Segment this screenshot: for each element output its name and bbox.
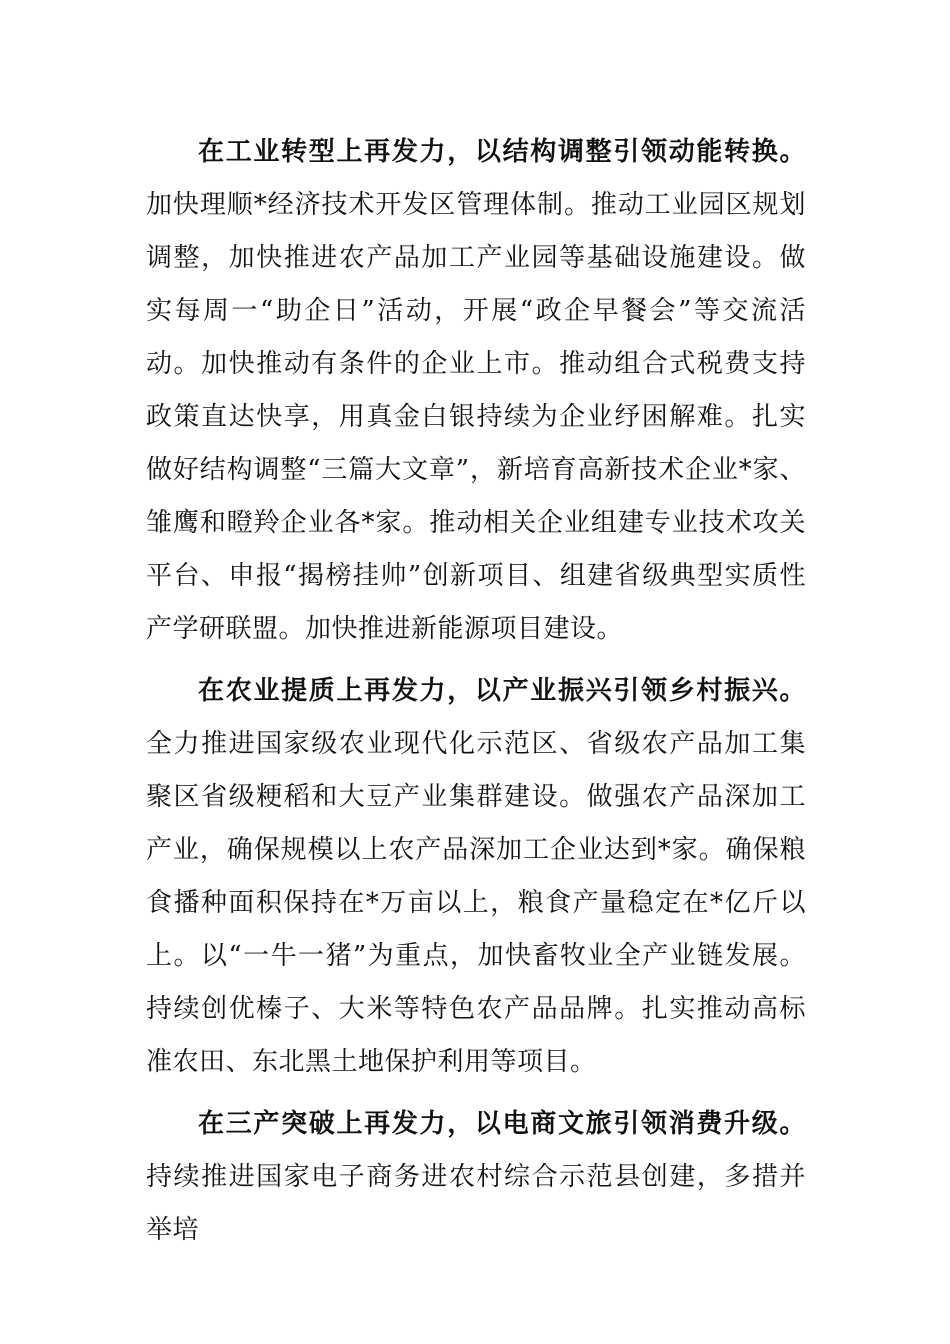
paragraph-text-industry: 加快理顺*经济技术开发区管理体制。推动工业园区规划调整，加快推进农产品加工产业园等基础设施建设。做实每周一“助企日”活动，开展“政企早餐会”等交流活动。加快推动有条件的企业上市。推动组合式税费支持政策直达快享，用真金白银持续为企业纾困解难。扎实做好结构调整“三篇大文章”，新培育高新技术企业*家、雏鹰和瞪羚企业各*家。推动相关企业组建专业技术攻关平台、申报“揭榜挂帅”创新项目、组建省级典型实质性产学研联盟。加快推进新能源项目建设。 <box>146 190 806 644</box>
paragraph-industry <box>146 126 806 656</box>
document-body <box>146 126 806 1257</box>
paragraph-text-tertiary: 持续推进国家电子商务进农村综合示范县创建，多措并举培 <box>146 1162 806 1245</box>
paragraph-text-agriculture: 全力推进国家级农业现代化示范区、省级农产品加工集聚区省级粳稻和大豆产业集群建设。做强农产品深加工产业，确保规模以上农产品深加工企业达到*家。确保粮食播种面积保持在*万亩以上，粮食产量稳定在*亿斤以上。以“一牛一猪”为重点，加快畜牧业全产业链发展。持续创优榛子、大米等特色农产品品牌。扎实推动高标准农田、东北黑土地保护利用等项目。 <box>146 729 806 1077</box>
paragraph-tertiary <box>146 1098 806 1257</box>
paragraph-heading-agriculture: 在农业提质上再发力，以产业振兴引领乡村振兴。 <box>198 676 806 706</box>
paragraph-heading-tertiary: 在三产突破上再发力，以电商文旅引领消费升级。 <box>198 1109 806 1139</box>
paragraph-heading-industry: 在工业转型上再发力，以结构调整引领动能转换。 <box>198 137 806 167</box>
paragraph-agriculture <box>146 665 806 1089</box>
